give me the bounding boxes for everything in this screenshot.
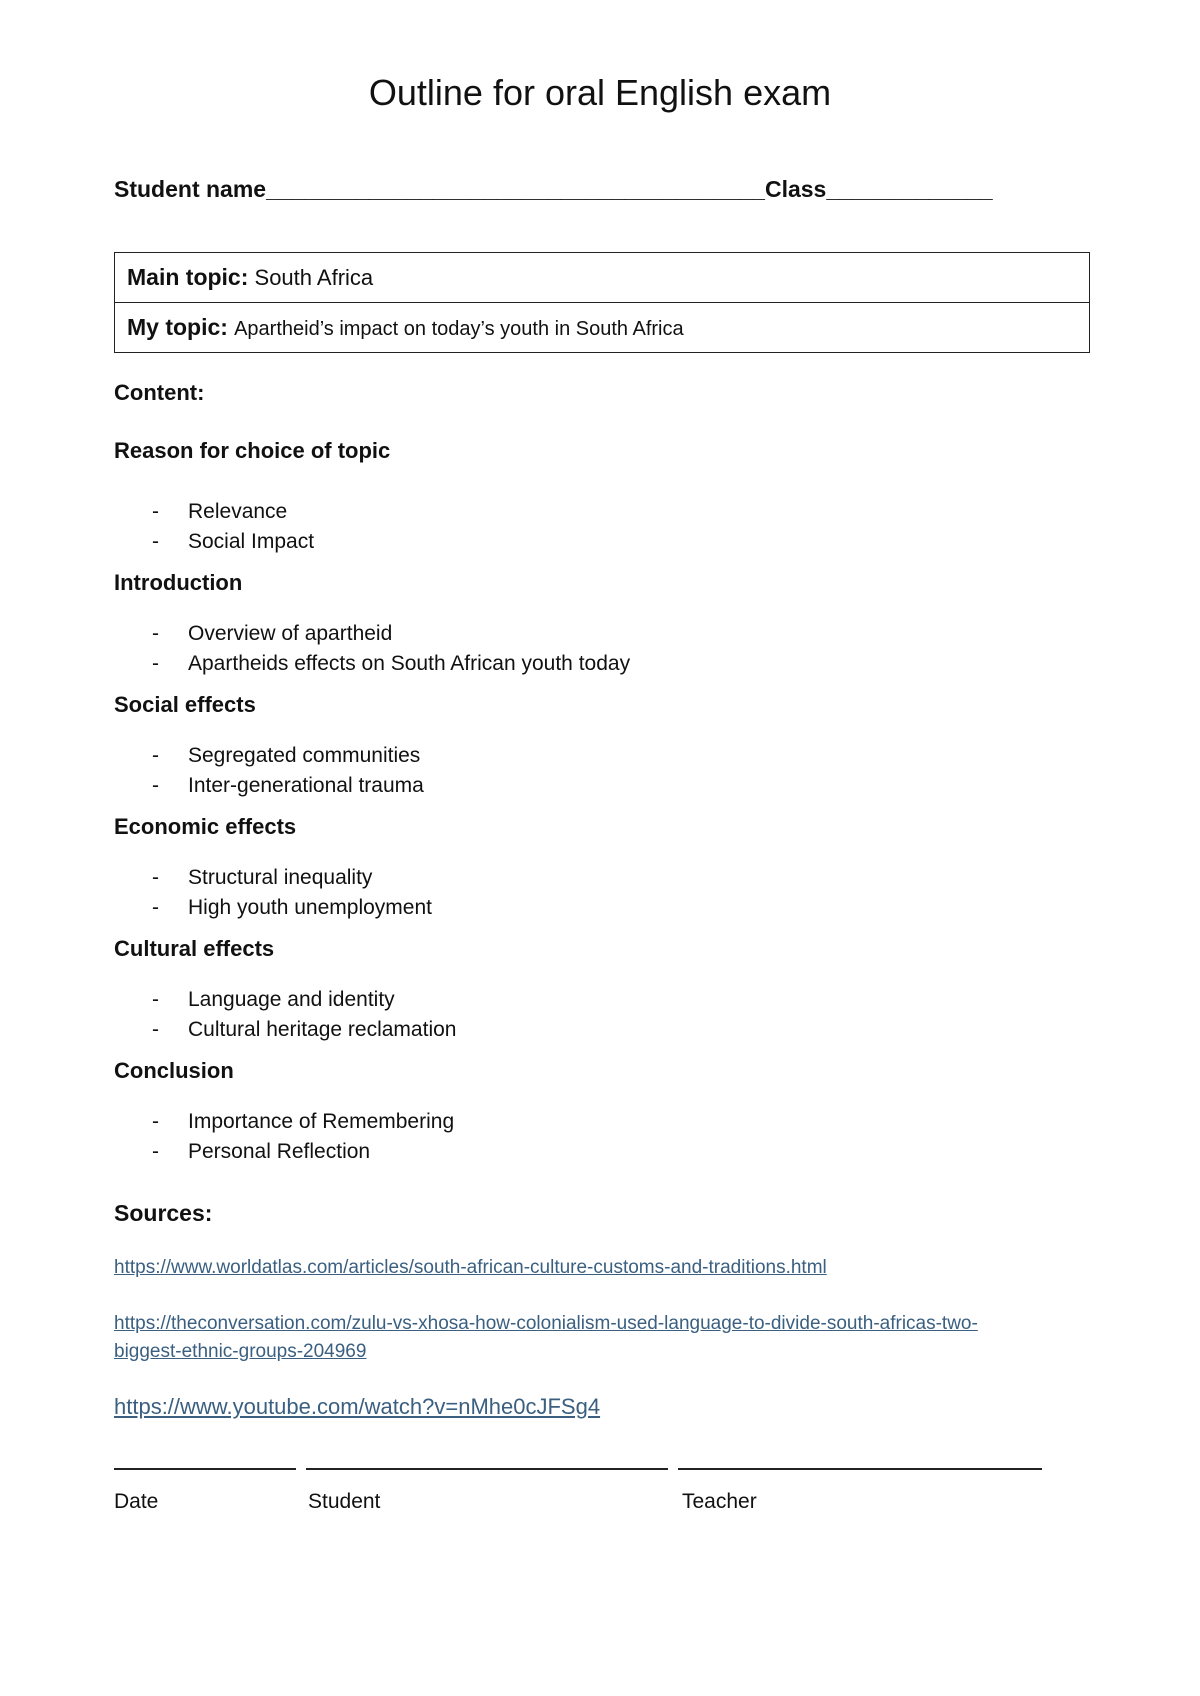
section-list [114,985,456,1045]
source-link-theconversation-cont[interactable]: biggest-ethnic-groups-204969 [114,1341,367,1362]
main-topic-value: South Africa [254,265,374,290]
section-list [114,863,432,923]
sources-heading: Sources: [114,1200,213,1226]
main-topic-row [115,253,1090,303]
topic-table [114,252,1090,353]
source-link-worldatlas[interactable]: https://www.worldatlas.com/articles/south-african-culture-customs-and-traditions.html [114,1257,827,1278]
content-heading: Content: [114,380,205,405]
teacher-label: Teacher [682,1490,757,1513]
student-signature-line [306,1468,668,1470]
main-topic-cell [115,253,1090,303]
source-link-theconversation[interactable]: https://theconversation.com/zulu-vs-xhosa-how-colonialism-used-language-to-divide-south-africas-two- [114,1313,978,1334]
section-list [114,497,314,557]
list-item: - Cultural heritage reclamation [152,1018,457,1041]
main-topic-label: Main topic: [127,264,249,290]
date-label: Date [114,1490,159,1513]
section-heading: Cultural effects [114,936,275,961]
list-item: - Structural inequality [152,866,373,889]
section-heading: Introduction [114,570,243,595]
teacher-signature-line [678,1468,1042,1470]
my-topic-label: My topic: [127,314,228,340]
section-heading: Economic effects [114,814,297,839]
list-item: - Relevance [152,500,288,523]
student-name-label: Student name_______________________________________ [114,176,765,202]
list-item: - Inter-generational trauma [152,774,424,797]
source-link-youtube[interactable]: https://www.youtube.com/watch?v=nMhe0cJFSg4 [114,1394,601,1419]
list-item: - Segregated communities [152,744,421,767]
my-topic-row [115,303,1090,353]
section-list [114,619,630,679]
section-list [114,1107,454,1167]
list-item: - Personal Reflection [152,1140,371,1163]
student-label: Student [308,1490,381,1513]
section-heading: Conclusion [114,1058,234,1083]
section-heading: Reason for choice of topic [114,438,391,463]
list-item: - Overview of apartheid [152,622,393,645]
page-title: Outline for oral English exam [368,72,832,113]
list-item: - Apartheids effects on South African youth today [152,652,631,675]
list-item: - Language and identity [152,988,395,1011]
section-list [114,741,424,801]
list-item: - Social Impact [152,530,315,553]
class-label: Class_____________ [764,176,993,202]
date-signature-line [114,1468,296,1470]
list-item: - High youth unemployment [152,896,432,919]
student-class-line [114,176,1094,203]
section-heading: Social effects [114,692,256,717]
my-topic-cell [115,303,1090,353]
list-item: - Importance of Remembering [152,1110,455,1133]
my-topic-value: Apartheid’s impact on today’s youth in South Africa [234,318,684,340]
